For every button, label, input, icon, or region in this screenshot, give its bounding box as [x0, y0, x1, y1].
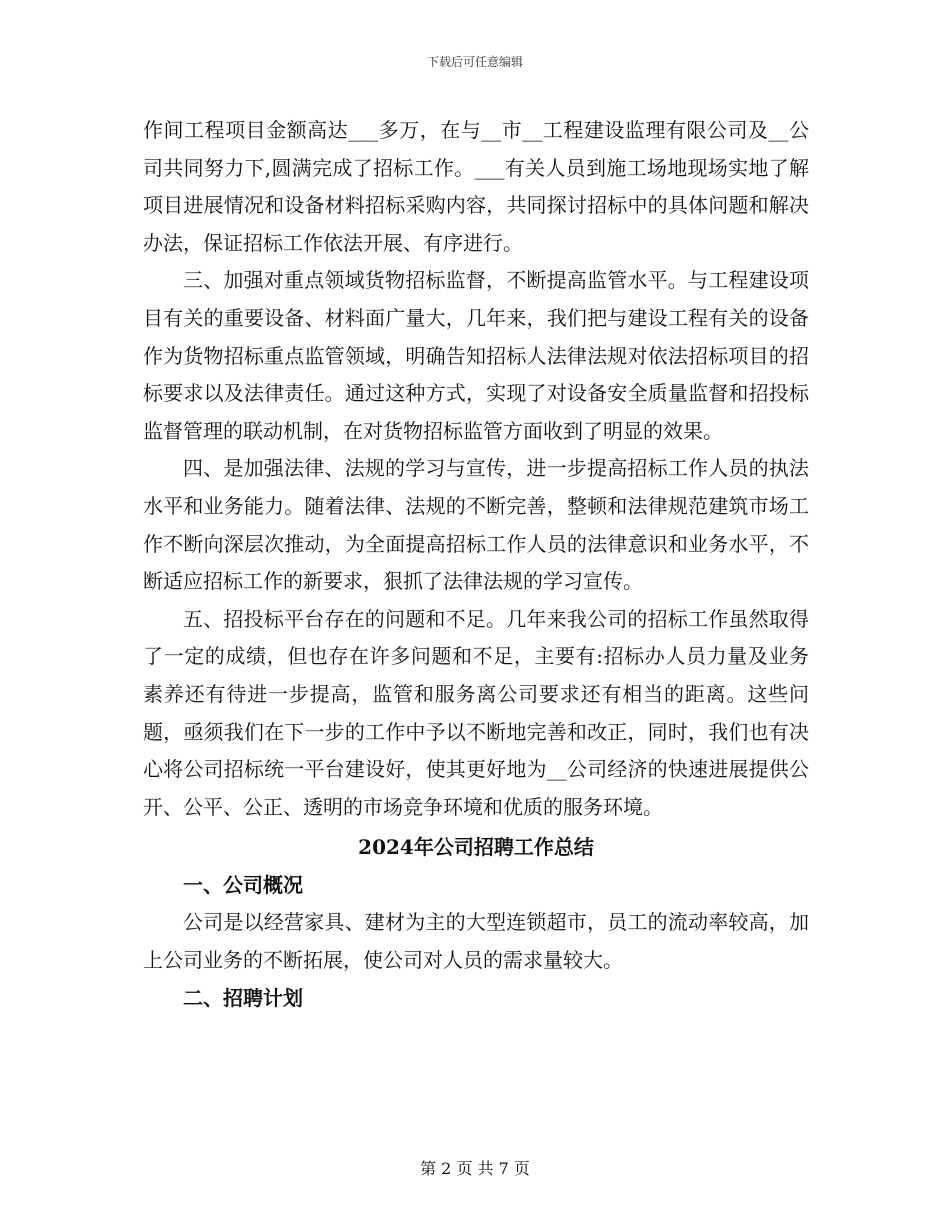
document-body	[143, 112, 809, 1017]
paragraph-continued: 作间工程项目金额高达___多万，在与__市__工程建设监理有限公司及__公司共同努力下,圆满完成了招标工作。___有关人员到施工场地现场实地了解项目进展情况和设备材料招标采购内容，共同探讨招标中的具体问题和解决办法，保证招标工作依法开展、有序进行。	[143, 118, 809, 255]
paragraph-section-five: 五、招投标平台存在的问题和不足。几年来我公司的招标工作虽然取得了一定的成绩，但也存在许多问题和不足，主要有:招标办人员力量及业务素养还有待进一步提高，监管和服务离公司要求还有相当的距离。这些问题，亟须我们在下一步的工作中予以不断地完善和改正，同时，我们也有决心将公司招标统一平台建设好，使其更好地为__公司经济的快速进展提供公开、公平、公正、透明的市场竞争环境和优质的服务环境。	[143, 606, 809, 819]
header-note: 下载后可任意编辑	[426, 55, 523, 69]
section-heading-recruitment-plan: 二、招聘计划	[183, 986, 303, 1011]
page-number: 第 2 页 共 7 页	[420, 1159, 530, 1178]
section-heading-company-overview: 一、公司概况	[183, 873, 303, 898]
paragraph-section-three: 三、加强对重点领域货物招标监督，不断提高监管水平。与工程建设项目有关的重要设备、材料面广量大，几年来，我们把与建设工程有关的设备作为货物招标重点监管领域，明确告知招标人法律法规对依法招标项目的招标要求以及法律责任。通过这种方式，实现了对设备安全质量监督和招投标监督管理的联动机制，在对货物招标监管方面收到了明显的效果。	[143, 268, 809, 443]
paragraph-section-four: 四、是加强法律、法规的学习与宣传，进一步提高招标工作人员的执法水平和业务能力。随着法律、法规的不断完善，整顿和法律规范建筑市场工作不断向深层次推动，为全面提高招标工作人员的法律意识和业务水平，不断适应招标工作的新要求，狠抓了法律法规的学习宣传。	[143, 456, 809, 594]
paragraph-company-overview: 公司是以经营家具、建材为主的大型连锁超市，员工的流动率较高，加上公司业务的不断拓展，使公司对人员的需求量较大。	[143, 910, 809, 972]
document-title: 2024年公司招聘工作总结	[358, 835, 594, 860]
